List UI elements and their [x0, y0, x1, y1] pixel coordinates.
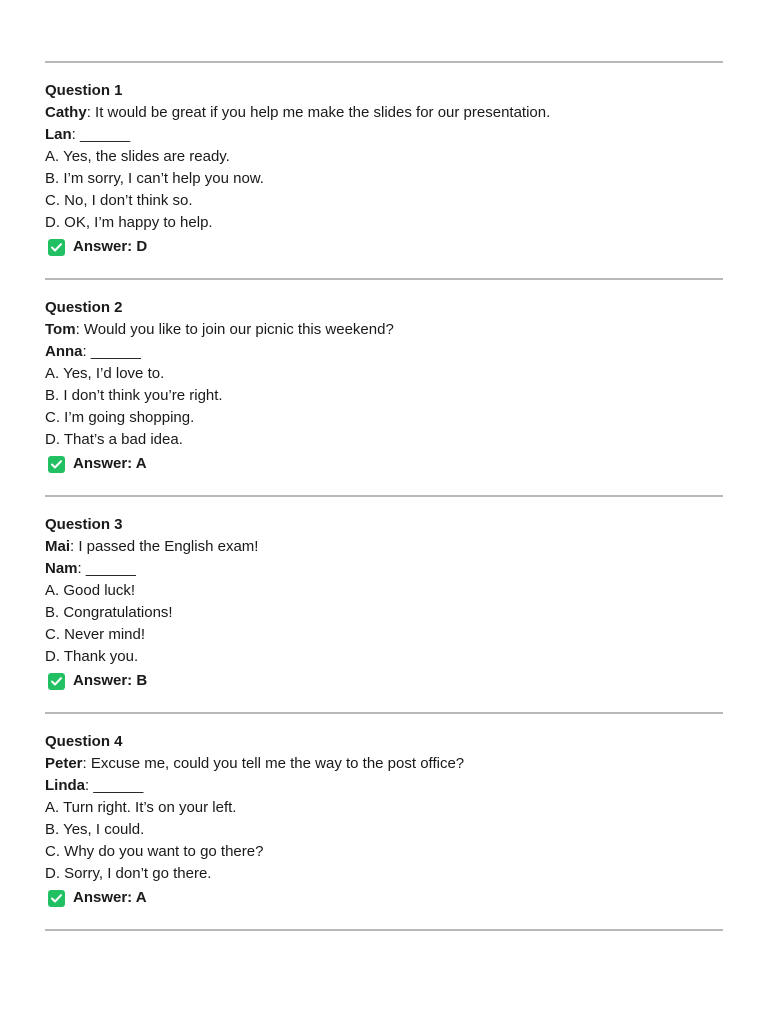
response-line [45, 775, 723, 797]
blank: : ______ [85, 777, 144, 794]
answer-line [45, 235, 723, 259]
option-a: A. Yes, I’d love to. [45, 365, 165, 382]
option-b: B. Yes, I could. [45, 821, 145, 838]
option-c: C. Never mind! [45, 626, 146, 643]
speaker-name: Mai [45, 538, 71, 555]
dialogue-line [45, 753, 723, 775]
speaker-name: Anna [45, 343, 83, 360]
speaker-name: Nam [45, 560, 78, 577]
blank: : ______ [71, 126, 131, 143]
question-title: Question 4 [45, 733, 123, 750]
check-mark-icon [48, 239, 65, 256]
answer-text: Answer: D [73, 238, 148, 255]
speaker-name: Linda [45, 777, 85, 794]
option-a: A. Yes, the slides are ready. [45, 148, 230, 165]
speaker-name: Cathy [45, 104, 87, 121]
question-title: Question 1 [45, 82, 123, 99]
answer-line [45, 669, 723, 693]
option-c: C. Why do you want to go there? [45, 843, 264, 860]
speaker-name: Lan [45, 126, 72, 143]
dialogue-line [45, 102, 723, 124]
blank: : ______ [77, 560, 136, 577]
answer-text: Answer: B [73, 672, 148, 689]
response-line [45, 124, 723, 146]
dialogue-text: : Excuse me, could you tell me the way to the post office? [82, 755, 465, 772]
blank: : ______ [82, 343, 141, 360]
quiz-page [45, 61, 723, 931]
question-block-3 [45, 497, 723, 712]
dialogue-text: : It would be great if you help me make the slides for our presentation. [86, 104, 551, 121]
option-b: B. I’m sorry, I can’t help you now. [45, 170, 264, 187]
dialogue-text: : I passed the English exam! [70, 538, 259, 555]
option-d: D. Sorry, I don’t go there. [45, 865, 212, 882]
option-b: B. I don’t think you’re right. [45, 387, 223, 404]
option-a: A. Turn right. It’s on your left. [45, 799, 237, 816]
option-d: D. Thank you. [45, 648, 139, 665]
dialogue-line [45, 319, 723, 341]
response-line [45, 341, 723, 363]
speaker-name: Tom [45, 321, 76, 338]
answer-line [45, 452, 723, 476]
question-block-4 [45, 714, 723, 929]
dialogue-text: : Would you like to join our picnic this weekend? [75, 321, 394, 338]
question-block-2 [45, 280, 723, 495]
question-block-1 [45, 63, 723, 278]
response-line [45, 558, 723, 580]
option-c: C. I’m going shopping. [45, 409, 195, 426]
check-mark-icon [48, 456, 65, 473]
option-a: A. Good luck! [45, 582, 136, 599]
question-title: Question 3 [45, 516, 123, 533]
answer-line [45, 886, 723, 910]
option-d: D. That’s a bad idea. [45, 431, 183, 448]
option-b: B. Congratulations! [45, 604, 173, 621]
option-c: C. No, I don’t think so. [45, 192, 193, 209]
dialogue-line [45, 536, 723, 558]
check-mark-icon [48, 673, 65, 690]
divider [45, 929, 723, 931]
question-title: Question 2 [45, 299, 123, 316]
check-mark-icon [48, 890, 65, 907]
answer-text: Answer: A [73, 455, 147, 472]
speaker-name: Peter [45, 755, 83, 772]
answer-text: Answer: A [73, 889, 147, 906]
option-d: D. OK, I’m happy to help. [45, 214, 213, 231]
